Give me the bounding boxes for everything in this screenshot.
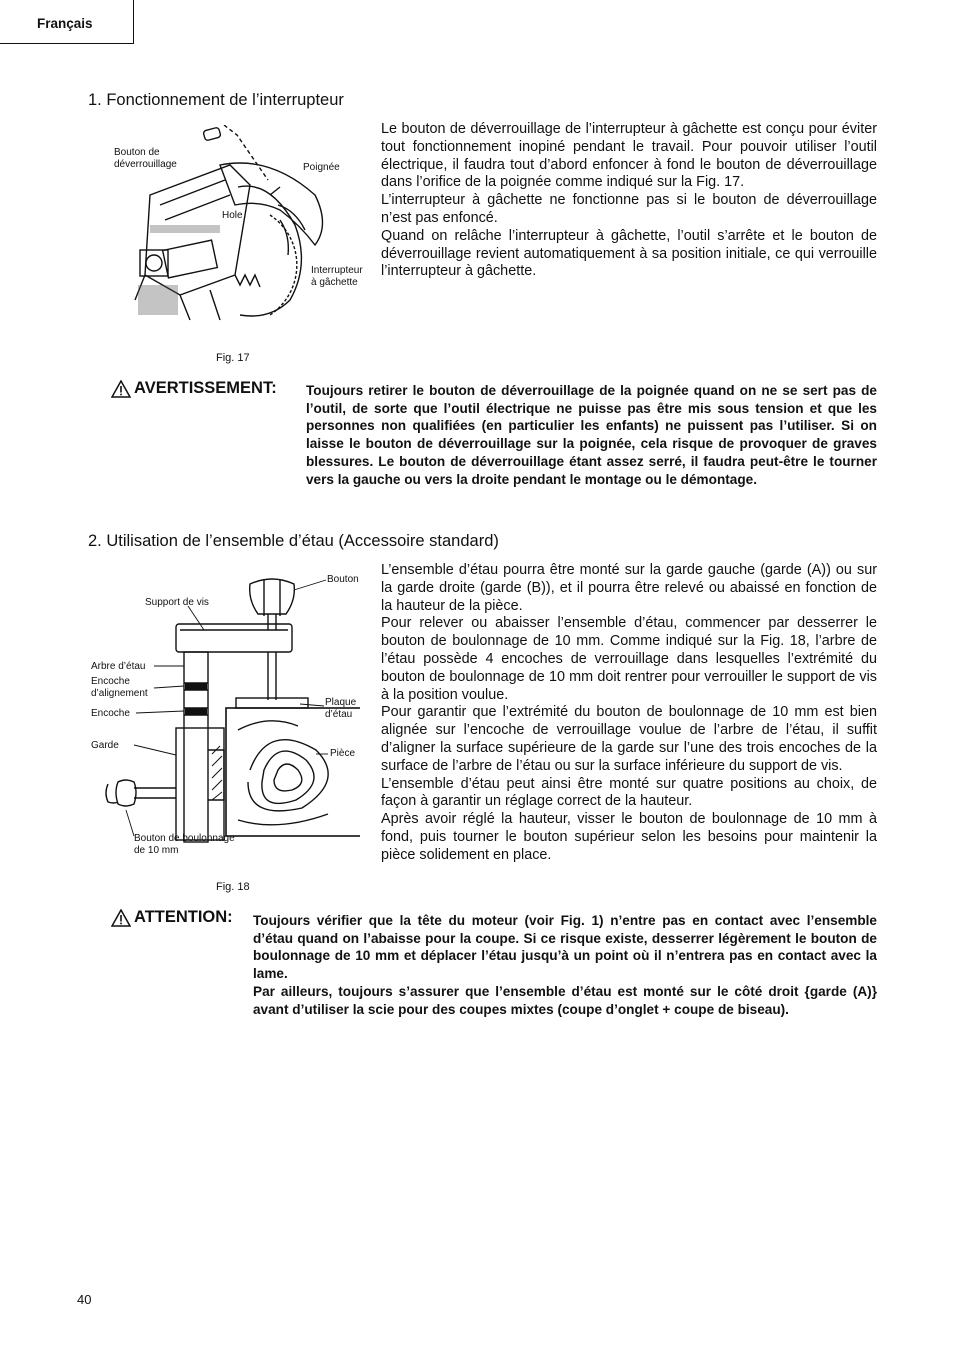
page-number: 40 xyxy=(77,1292,92,1307)
section-2-body xyxy=(381,562,877,865)
warning-triangle-icon xyxy=(111,380,131,398)
attention-label xyxy=(111,908,233,927)
fig-17-caption: Fig. 17 xyxy=(216,352,250,364)
paragraph: Après avoir réglé la hauteur, visser le bouton de boulonnage de 10 mm à fond, puis tourner le bouton supérieur selon les besoins pour maintenir la pièce solidement en place. xyxy=(381,811,877,863)
section-1-body xyxy=(381,121,877,281)
paragraph: Quand on relâche l’interrupteur à gâchette, l’outil s’arrête et le bouton de déverrouillage revient automatiquement à sa position initiale, ce qui verrouille l’interrupteur à gâchette. xyxy=(381,227,877,280)
label-handle: Poignée xyxy=(303,162,340,173)
warning-text xyxy=(306,382,877,488)
label-notch: Encoche xyxy=(91,708,130,719)
label-trigger: Interrupteur à gâchette xyxy=(311,265,363,288)
label-alignment-notch: Encoche d’alignement xyxy=(91,676,148,699)
label-screw-support: Support de vis xyxy=(145,597,209,608)
label-guard: Garde xyxy=(91,740,119,751)
section-2-heading: 2. Utilisation de l’ensemble d’étau (Accessoire standard) xyxy=(88,532,499,550)
label-unlock-button: Bouton de déverrouillage xyxy=(114,147,177,170)
paragraph: Toujours vérifier que la tête du moteur (voir Fig. 1) n’entre pas en contact avec l’ensemble d’étau quand on l’abaisse pour la coupe. Si ce risque existe, desserrer légèrement le bouton de boulonnage de 10 mm et déplacer l’étau jusqu’à un point où il n’entrera pas en contact avec la lame. xyxy=(253,913,877,982)
label-workpiece: Pièce xyxy=(330,748,356,759)
label-knob: Bouton xyxy=(327,574,359,585)
paragraph: Pour relever ou abaisser l’ensemble d’étau, commencer par desserrer le bouton de boulonnage de 10 mm. Comme indiqué sur la Fig. 18, l’arbre de l’étau possède 4 encoches de verrouillage dans lesquelles l’extrémité du bouton de boulonnage de 10 mm doit rentrer pour verrouiller le support de vis à la position voulue. xyxy=(381,615,877,703)
warning-triangle-icon xyxy=(111,909,131,927)
warning-label xyxy=(111,379,277,398)
label-vise-shaft: Arbre d’étau xyxy=(91,661,146,672)
paragraph: L’ensemble d’étau pourra être monté sur la garde gauche (garde (A)) ou sur la garde droite (garde (B)), et il pourra être relevé ou abaissé en fonction de la hauteur de la pièce. xyxy=(381,562,877,614)
fig-18-caption: Fig. 18 xyxy=(216,881,250,893)
language-label: Français xyxy=(37,16,93,31)
label-hole: Hole xyxy=(222,210,243,221)
attention-text xyxy=(253,912,877,1018)
paragraph: L’interrupteur à gâchette ne fonctionne pas si le bouton de déverrouillage n’est pas enfoncé. xyxy=(381,192,877,226)
paragraph: Le bouton de déverrouillage de l’interrupteur à gâchette est conçu pour éviter tout fonctionnement inopiné pendant le travail. Pour pouvoir utiliser l’outil électrique, il faudra tout d’abord enfoncer à fond le bouton de déverrouillage dans l’orifice de la poignée comme indiqué sur la Fig. 17. xyxy=(381,121,877,191)
warning-label-text: AVERTISSEMENT: xyxy=(134,379,277,397)
attention-label-text: ATTENTION: xyxy=(134,908,233,926)
paragraph: L’ensemble d’étau peut ainsi être monté sur quatre positions au choix, de façon à garantir un réglage correct de la hauteur. xyxy=(381,775,877,810)
paragraph: Par ailleurs, toujours s’assurer que l’ensemble d’étau est monté sur le côté droit {garde (A)} avant d’utiliser la scie pour des coupes mixtes (coupe d’onglet + coupe de biseau). xyxy=(253,983,877,1017)
label-bolt-knob: Bouton de boulonnage de 10 mm xyxy=(134,833,235,856)
section-1-heading: 1. Fonctionnement de l’interrupteur xyxy=(88,91,344,109)
paragraph: Toujours retirer le bouton de déverrouillage de la poignée quand on ne se sert pas de l’outil, de sorte que l’outil électrique ne puisse pas être mis sous tension et que les personnes non qualifiées (en particulier les enfants) ne puissent pas l’utiliser. Si on laisse le bouton de déverrouillage sur la poignée, cela risque de provoquer de graves blessures. Le bouton de déverrouillage étant assez serré, il faudra peut-être le tourner vers la gauche ou vers la droite pendant le montage ou le démontage. xyxy=(306,383,877,487)
label-vise-plate: Plaque d’étau xyxy=(325,697,357,720)
paragraph: Pour garantir que l’extrémité du bouton de boulonnage de 10 mm est bien alignée sur l’encoche de verrouillage voulue de l’arbre de l’étau, il suffit d’aligner la surface supérieure de la garde sur l’une des trois encoches de la surface de l’arbre de l’étau ou sur la surface inférieure du support de vis. xyxy=(381,704,877,774)
language-tab xyxy=(0,0,134,44)
